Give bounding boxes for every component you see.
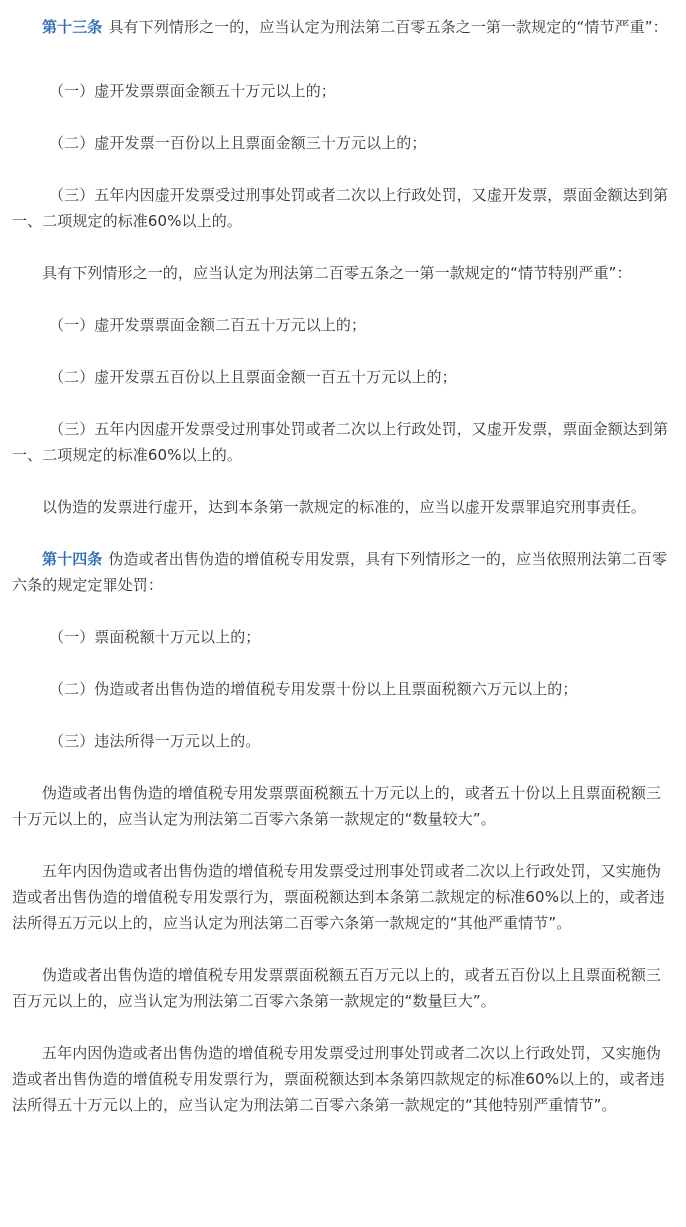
article-14-intro-text: 伪造或者出售伪造的增值税专用发票，具有下列情形之一的，应当依照刑法第二百零六条的规定定罪处罚： <box>12 550 668 594</box>
article-14-heading: 第十四条 <box>42 550 103 568</box>
article-13-intro-text: 具有下列情形之一的，应当认定为刑法第二百零五条之一第一款规定的“情节严重”： <box>108 18 668 36</box>
article-13-item-1: （一）虚开发票票面金额五十万元以上的； <box>49 82 336 100</box>
article-13-item2-3: （三）五年内因虚开发票受过刑事处罚或者二次以上行政处罚，又虚开发票，票面金额达到第一、二项规定的标准60%以上的。 <box>12 420 669 464</box>
article-14-intro <box>12 546 672 598</box>
article-13-closing: 以伪造的发票进行虚开，达到本条第一款规定的标准的，应当以虚开发票罪追究刑事责任。 <box>42 498 647 516</box>
article-13-intro <box>12 14 672 40</box>
article-13-heading: 第十三条 <box>42 18 103 36</box>
article-14-item-1: （一）票面税额十万元以上的； <box>49 628 261 646</box>
article-13-item2-1: （一）虚开发票票面金额二百五十万元以上的； <box>49 316 367 334</box>
article-14-paragraph-1: 伪造或者出售伪造的增值税专用发票票面税额五十万元以上的，或者五十份以上且票面税额三十万元以上的，应当认定为刑法第二百零六条第一款规定的“数量较大”。 <box>12 784 662 828</box>
article-14-item-3: （三）违法所得一万元以上的。 <box>49 732 261 750</box>
article-14-item-2: （二）伪造或者出售伪造的增值税专用发票十份以上且票面税额六万元以上的； <box>49 680 578 698</box>
article-13-item2-2: （二）虚开发票五百份以上且票面金额一百五十万元以上的； <box>49 368 457 386</box>
article-13-intro-2: 具有下列情形之一的，应当认定为刑法第二百零五条之一第一款规定的“情节特别严重”： <box>42 264 632 282</box>
article-14-paragraph-3: 伪造或者出售伪造的增值税专用发票票面税额五百万元以上的，或者五百份以上且票面税额三百万元以上的，应当认定为刑法第二百零六条第一款规定的“数量巨大”。 <box>12 966 662 1010</box>
article-14-paragraph-2: 五年内因伪造或者出售伪造的增值税专用发票受过刑事处罚或者二次以上行政处罚，又实施伪造或者出售伪造的增值税专用发票行为，票面税额达到本条第二款规定的标准60%以上的，或者违法所得五万元以上的，应当认定为刑法第二百零六条第一款规定的“其他严重情节”。 <box>12 862 665 932</box>
article-13-item-2: （二）虚开发票一百份以上且票面金额三十万元以上的； <box>49 134 427 152</box>
article-14-paragraph-4: 五年内因伪造或者出售伪造的增值税专用发票受过刑事处罚或者二次以上行政处罚，又实施伪造或者出售伪造的增值税专用发票行为，票面税额达到本条第四款规定的标准60%以上的，或者违法所得五十万元以上的，应当认定为刑法第二百零六条第一款规定的“其他特别严重情节”。 <box>12 1044 665 1114</box>
article-13-item-3: （三）五年内因虚开发票受过刑事处罚或者二次以上行政处罚，又虚开发票，票面金额达到第一、二项规定的标准60%以上的。 <box>12 186 669 230</box>
